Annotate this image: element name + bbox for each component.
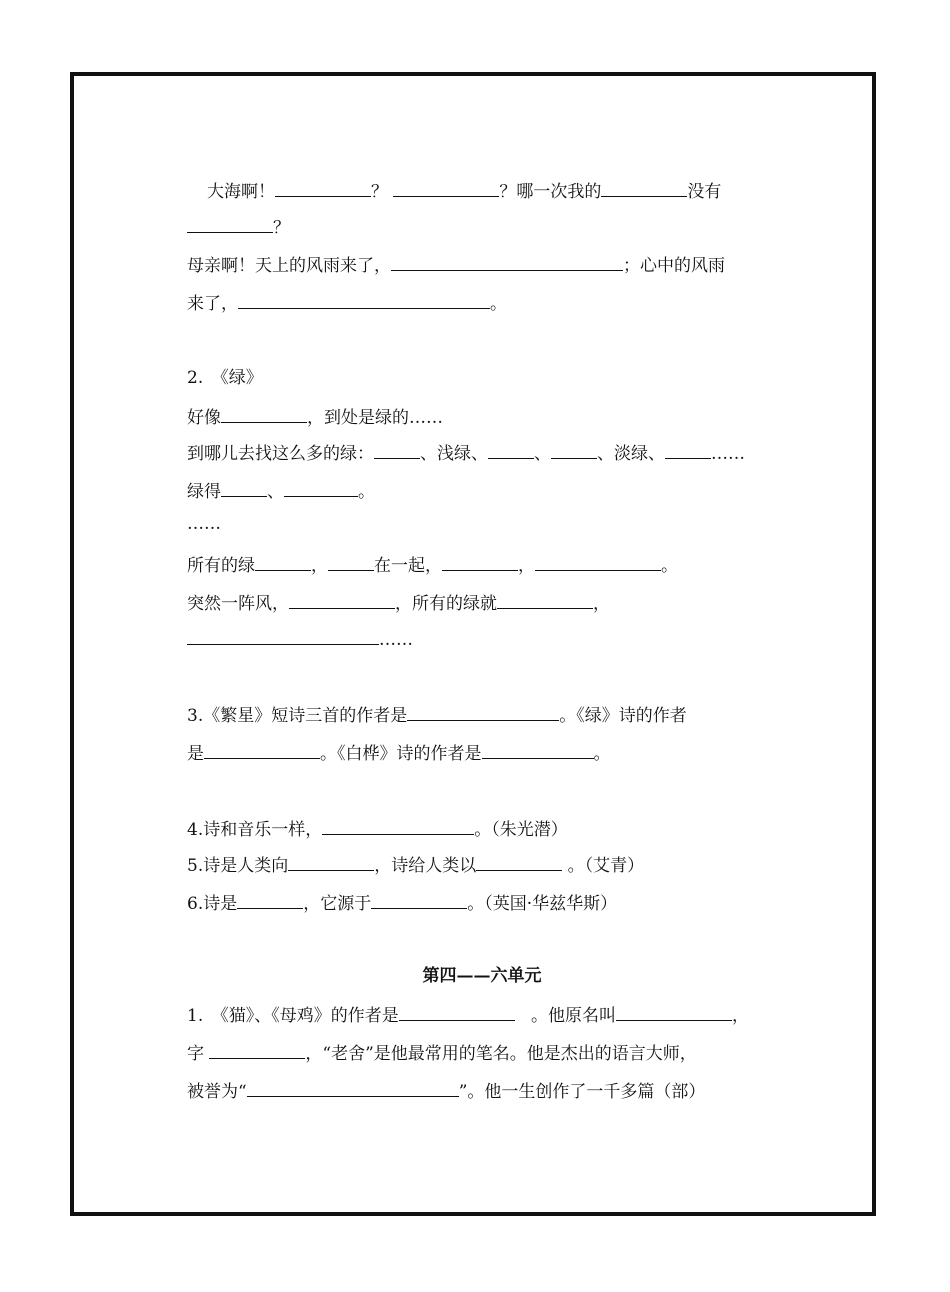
blank[interactable] [371, 890, 467, 909]
unit-q1-line-1: 1. 《猫》、《母鸡》的作者是 。他原名叫 ， [187, 1002, 749, 1026]
blank[interactable] [488, 440, 534, 459]
blank[interactable] [204, 740, 320, 759]
unit-q1-line-3: 被誉为“ ”。他一生创作了一千多篇（部） [187, 1078, 705, 1102]
blank[interactable] [247, 1078, 459, 1097]
blank[interactable] [407, 702, 559, 721]
blank[interactable] [665, 440, 711, 459]
sea-line-3: 母亲啊！天上的风雨来了， ；心中的风雨 [187, 252, 725, 276]
green-title: 2. 《绿》 [187, 368, 263, 388]
blank[interactable] [187, 626, 379, 645]
green-line-2: 到哪儿去找这么多的绿： 、浅绿、 、 、淡绿、 …… [187, 440, 745, 464]
blank[interactable] [221, 404, 307, 423]
question-3-line-2: 是 。《白桦》诗的作者是 。 [187, 740, 611, 764]
blank[interactable] [535, 552, 661, 571]
blank[interactable] [476, 852, 562, 871]
unit-heading: 第四——六单元 [422, 966, 542, 986]
blank[interactable] [209, 1040, 305, 1059]
blank[interactable] [393, 178, 499, 197]
blank[interactable] [289, 590, 395, 609]
blank[interactable] [482, 740, 594, 759]
question-4: 4.诗和音乐一样， 。（朱光潜） [187, 816, 568, 840]
sea-line-1: 大海啊！ ？ ？哪一次我的 没有 [207, 178, 721, 202]
unit-q1-line-2: 字 ，“老舍”是他最常用的笔名。他是杰出的语言大师， [187, 1040, 697, 1064]
blank[interactable] [237, 890, 303, 909]
question-5: 5.诗是人类向 ，诗给人类以 。（艾青） [187, 852, 644, 876]
blank[interactable] [442, 552, 518, 571]
blank[interactable] [616, 1002, 732, 1021]
blank[interactable] [601, 178, 687, 197]
blank[interactable] [497, 590, 593, 609]
sea-line-2: ？ [187, 214, 290, 238]
blank[interactable] [551, 440, 597, 459]
green-line-6: 突然一阵风， ，所有的绿就 ， [187, 590, 610, 614]
question-3-line-1: 3.《繁星》短诗三首的作者是 。《绿》诗的作者 [187, 702, 687, 726]
blank[interactable] [288, 852, 374, 871]
blank[interactable] [275, 178, 371, 197]
green-line-1: 好像 ，到处是绿的…… [187, 404, 443, 428]
blank[interactable] [322, 816, 474, 835]
blank[interactable] [238, 290, 490, 309]
blank[interactable] [399, 1002, 515, 1021]
blank[interactable] [187, 214, 273, 233]
blank[interactable] [328, 552, 374, 571]
blank[interactable] [374, 440, 420, 459]
blank[interactable] [221, 478, 267, 497]
green-ellipsis: …… [187, 514, 221, 534]
green-line-5: 所有的绿 ， 在一起， ， 。 [187, 552, 678, 576]
blank[interactable] [391, 252, 623, 271]
question-6: 6.诗是 ，它源于 。（英国·华兹华斯） [187, 890, 617, 914]
green-line-3: 绿得 、 。 [187, 478, 375, 502]
blank[interactable] [284, 478, 358, 497]
green-line-7: …… [187, 626, 413, 650]
sea-line-4: 来了， 。 [187, 290, 507, 314]
blank[interactable] [255, 552, 311, 571]
